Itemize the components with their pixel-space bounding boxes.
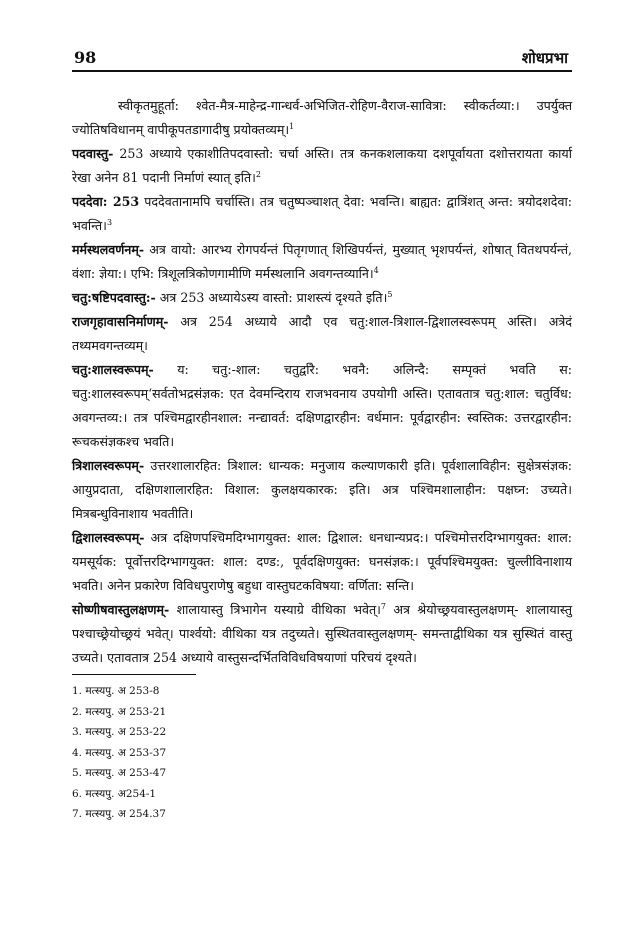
paragraph-padavastu (72, 142, 572, 190)
footnote-item: 6. मत्स्यपु. अ254-1 (72, 787, 157, 800)
footnote-ref: 1 (289, 121, 295, 131)
paragraph-text: शालायास्तु त्रिभागेन यस्याग्रे वीथिका भवेत्। (169, 602, 381, 617)
paragraph-text: पददेवतानामपि चर्चास्ति। तत्र चतुष्पञ्चाशत् देवा: भवन्ति। बाह्यत: द्वात्रिंशत् अन्त: त्रयोदशदेवा: भवन्ति। (72, 194, 572, 233)
paragraph-trishala (72, 454, 572, 526)
footnote-item: 5. मत्स्यपु. अ 253-47 (72, 767, 167, 779)
footnote-item: 4. मत्स्यपु. अ 253-37 (72, 746, 167, 759)
section-term: पददेवा: 253 (72, 194, 140, 209)
paragraph-chatushala (72, 358, 572, 454)
footnote-ref: 4 (373, 265, 379, 275)
paragraph-dvishala (72, 526, 572, 598)
footnote-divider (72, 674, 196, 675)
paragraph-rajagriha (72, 310, 572, 358)
footnote-item: 1. मत्स्यपु. अ 253-8 (72, 685, 160, 697)
footnote-item: 2. मत्स्यपु. अ 253-21 (72, 705, 167, 718)
page-number: 98 (74, 48, 97, 67)
footnote-item: 3. मत्स्यपु. अ 253-22 (72, 726, 167, 738)
paragraph-soshnisha (72, 598, 572, 670)
paragraph-text: स्वीकृतमुहूर्ता: श्वेत-मैत्र-माहेन्द्र-गान्धर्व-अभिजित-रोहिण-वैराज-सावित्रा: स्वीकर्तव्या:। उपर्युक्त ज्योतिषविधानम् वापीकूपतडागादीषु प्रयोक्तव्यम्। (72, 98, 572, 137)
footnote-item: 7. मत्स्यपु. अ 254.37 (72, 808, 166, 820)
section-term: पदवास्तु- (72, 146, 114, 161)
running-header (72, 40, 572, 72)
journal-title: शोधप्रभा (521, 49, 568, 67)
section-term: चतु:शालस्वरूपम्- (72, 362, 154, 377)
paragraph-text: अत्र दक्षिणपश्चिमदिग्भागयुक्त: शाल: द्विशाल: धनधान्यप्रद:। पश्चिमोत्तरदिग्भागयुक्त: शाल: यमसूर्यक: पूर्वोत्तरदिग्भागयुक्त: शाल: दण्ड:, पूर्वदक्षिणयुक्त: घनसंज्ञक:। पूर्वपश्चिमयुक्त: चुल्लीविनाशाय भवति। अनेन प्रकारेण विविधपुराणेषु बहुधा वास्तुघटकविषया: वर्णिता: सन्ति। (72, 530, 572, 593)
paragraph-marmasthala (72, 238, 572, 286)
section-term: राजगृहावासनिर्माणम्- (72, 314, 169, 329)
footnote-ref: 2 (255, 169, 261, 179)
paragraph-chatushashti (72, 286, 572, 310)
section-term: त्रिशालस्वरूपम्- (72, 458, 145, 473)
page (72, 40, 572, 825)
paragraph-text: अत्र 253 अध्याये‍ऽस्य वास्तो: प्राशस्त्यं दृश्यते इति। (155, 290, 388, 305)
paragraph-muhurta (72, 94, 572, 142)
paragraph-text: 253 अध्याये एकाशीतिपदवास्तो: चर्चा अस्ति। तत्र कनकशलाकया दशपूर्वायता दशोत्तरायता कार्या रेखा अनेन 81 पदानी निर्माणं स्यात् इति। (72, 146, 572, 185)
footnotes (72, 681, 572, 825)
section-term: सोष्णीषवास्तुलक्षणम्- (72, 602, 170, 617)
footnote-ref: 5 (387, 289, 393, 299)
paragraph-padadeva (72, 190, 572, 238)
paragraph-text: अत्र 254 अध्याये आदौ एव चतु:शाल-त्रिशाल-द्विशालस्वरूपम् अस्ति। अत्रेदं तथ्यमवगन्तव्यम्। (72, 314, 572, 353)
section-term: मर्मस्थलवर्णनम्- (72, 242, 145, 257)
article-body (72, 94, 572, 670)
section-term: चतु:षष्टिपदवास्तु:- (72, 290, 156, 305)
footnote-ref: 7 (380, 601, 387, 611)
paragraph-text: य: चतु:-शाल: चतुर्द्वारै: भवनै: अलिन्दै: सम्पृक्तं भवति स: चतु:शालस्वरूपम्‘सर्वतोभद्रसंज्ञक: एत देवमन्दिराय राजभवनाय उपयोगी अस्ति। एतावतात्र चतु:शाल: चतुर्विध: अवगन्तव्य:। तत्र पश्चिमद्वारहीनशाल: नन्द्यावर्त: दक्षिणद्वारहीन: वर्धमान: पूर्वद्वारहीन: स्वस्तिक: उत्तरद्वारहीन: रूचकसंज्ञकश्च भवति। (72, 362, 572, 449)
paragraph-text: उत्तरशालारहित: त्रिशाल: धान्यक: मनुजाय कल्याणकारी इति। पूर्वशालाविहीन: सुक्षेत्रसंज्ञक: आयुप्रदाता, दक्षिणशालारहित: विशाल: कुलक्षयकारक: इति। अत्र पश्चिमशालाहीन: पक्षघ्न: उच्यते। मित्रबन्धुविनाशाय भवतीति। (72, 458, 572, 521)
section-term: द्विशालस्वरूपम्- (72, 530, 145, 545)
footnote-ref: 3 (106, 217, 113, 227)
paragraph-text-continued: अत्र श्रेयोच्छ्रयवास्तुलक्षणम्- शालायास्तु पश्चाच्छ्रेयोच्छ्रयं भवेत्। पार्श्वयो: वीथिका यत्र तदुच्यते। सुस्थितवास्तुलक्षणम्- समन्ताद्वीथिका यत्र सुस्थितं वास्तु उच्यते। एतावतात्र 254 अध्याये वास्तुसन्दर्भितविविधविषयाणां परिचयं दृश्यते। (72, 602, 572, 665)
paragraph-text: अत्र वायो: आरभ्य रोगपर्यन्तं पितृगणात् शिखिपर्यन्तं, मुख्यात् भृशपर्यन्तं, शोषात् वितथपर्यन्तं, वंशा: ज्ञेया:। एभि: त्रिशूलत्रिकोणगामीणि मर्मस्थलानि अवगन्तव्यानि। (72, 242, 572, 281)
